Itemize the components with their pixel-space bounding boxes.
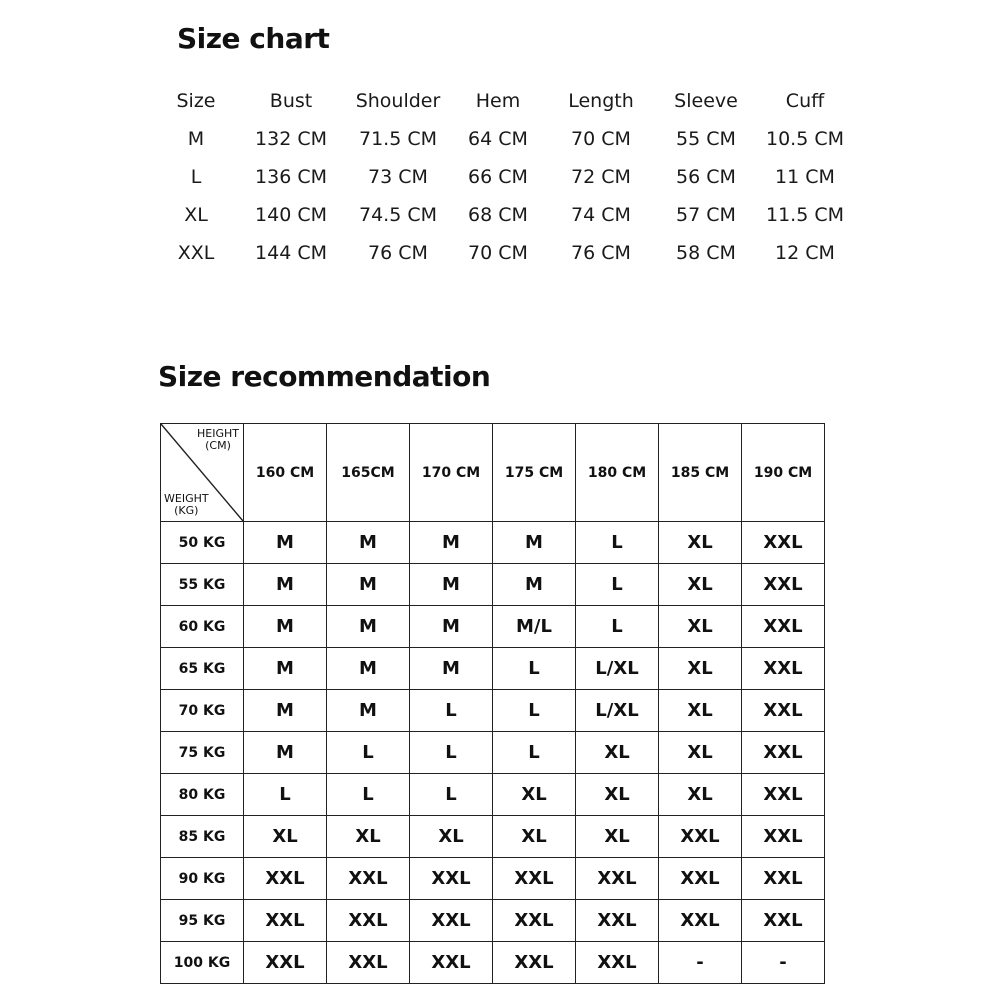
size-cell: XXL <box>244 858 327 900</box>
size-cell: XXL <box>742 690 825 732</box>
size-cell: M <box>327 690 410 732</box>
size-cell: M <box>410 522 493 564</box>
table-row <box>161 858 825 900</box>
size-cell: XL <box>244 816 327 858</box>
weight-cell: 85 KG <box>161 816 244 858</box>
weight-cell: 80 KG <box>161 774 244 816</box>
size-cell: M <box>327 606 410 648</box>
size-chart-title: Size chart <box>177 22 330 55</box>
size-cell: XXL <box>742 648 825 690</box>
size-chart-header: Sleeve <box>674 90 738 112</box>
size-cell: XXL <box>244 900 327 942</box>
size-chart-cell: 70 CM <box>468 242 528 264</box>
size-chart-cell: M <box>187 128 205 150</box>
weight-cell: 60 KG <box>161 606 244 648</box>
size-cell: XXL <box>327 858 410 900</box>
size-cell: M <box>327 648 410 690</box>
size-cell: L <box>493 648 576 690</box>
size-chart-header: Bust <box>269 90 313 112</box>
size-chart-cell: 58 CM <box>676 242 736 264</box>
size-cell: M <box>410 606 493 648</box>
size-cell: M <box>244 732 327 774</box>
table-row <box>161 522 825 564</box>
size-cell: XXL <box>742 522 825 564</box>
size-chart-cell: 11 CM <box>775 166 835 188</box>
height-label: HEIGHT <box>197 427 239 440</box>
size-cell: XL <box>659 732 742 774</box>
size-cell: XXL <box>659 858 742 900</box>
height-unit: (CM) <box>205 439 231 452</box>
height-axis-label <box>197 428 239 452</box>
size-chart-cell: 64 CM <box>468 128 528 150</box>
size-cell: XL <box>659 564 742 606</box>
size-cell: XL <box>410 816 493 858</box>
size-chart-cell: 11.5 CM <box>765 204 845 226</box>
size-cell: XXL <box>742 564 825 606</box>
size-cell: XXL <box>742 816 825 858</box>
size-cell: M <box>493 522 576 564</box>
table-row <box>161 732 825 774</box>
size-cell: XL <box>327 816 410 858</box>
weight-cell: 65 KG <box>161 648 244 690</box>
size-cell: L <box>493 732 576 774</box>
weight-cell: 50 KG <box>161 522 244 564</box>
size-cell: XXL <box>493 858 576 900</box>
size-cell: L <box>493 690 576 732</box>
size-cell: XXL <box>493 942 576 984</box>
size-chart-header: Length <box>568 90 634 112</box>
size-cell: L <box>327 732 410 774</box>
weight-cell: 95 KG <box>161 900 244 942</box>
size-chart-cell: 71.5 CM <box>358 128 438 150</box>
size-cell: XXL <box>742 858 825 900</box>
size-chart-header: Shoulder <box>355 90 441 112</box>
size-cell: L <box>576 606 659 648</box>
weight-axis-label <box>164 493 209 517</box>
size-cell: XL <box>576 774 659 816</box>
size-chart-cell: 66 CM <box>468 166 528 188</box>
size-cell: XXL <box>742 900 825 942</box>
size-recommendation-title: Size recommendation <box>158 360 491 393</box>
size-cell: M <box>327 522 410 564</box>
size-chart-cell: 76 CM <box>368 242 428 264</box>
size-cell: XXL <box>410 942 493 984</box>
height-header-cell: 180 CM <box>576 424 659 522</box>
size-chart-header: Size <box>176 90 216 112</box>
size-chart-header: Hem <box>475 90 521 112</box>
table-row <box>161 648 825 690</box>
size-cell: XXL <box>576 942 659 984</box>
size-cell: - <box>742 942 825 984</box>
size-chart-cell: 136 CM <box>255 166 327 188</box>
size-cell: M <box>410 648 493 690</box>
height-header-cell: 175 CM <box>493 424 576 522</box>
table-row <box>161 942 825 984</box>
size-cell: XXL <box>742 774 825 816</box>
weight-cell: 55 KG <box>161 564 244 606</box>
table-row <box>161 816 825 858</box>
size-cell: XL <box>576 732 659 774</box>
corner-cell <box>161 424 244 522</box>
size-cell: XXL <box>659 900 742 942</box>
size-cell: XXL <box>410 858 493 900</box>
size-cell: XL <box>659 606 742 648</box>
size-cell: L <box>244 774 327 816</box>
weight-cell: 90 KG <box>161 858 244 900</box>
size-cell: L <box>576 522 659 564</box>
height-header-cell: 170 CM <box>410 424 493 522</box>
size-cell: XL <box>659 648 742 690</box>
table-row <box>161 564 825 606</box>
size-chart-cell: 144 CM <box>255 242 327 264</box>
weight-cell: 70 KG <box>161 690 244 732</box>
weight-cell: 100 KG <box>161 942 244 984</box>
height-header-cell: 165CM <box>327 424 410 522</box>
size-cell: M <box>244 648 327 690</box>
size-chart-cell: L <box>190 166 202 188</box>
table-row <box>161 774 825 816</box>
size-cell: M <box>244 690 327 732</box>
size-cell: L <box>410 774 493 816</box>
size-cell: XXL <box>576 858 659 900</box>
size-cell: XL <box>659 522 742 564</box>
size-chart-cell: 68 CM <box>468 204 528 226</box>
size-cell: M <box>410 564 493 606</box>
size-chart-cell: 74 CM <box>571 204 631 226</box>
size-cell: XXL <box>742 732 825 774</box>
height-header-cell: 160 CM <box>244 424 327 522</box>
size-cell: L <box>410 732 493 774</box>
table-row <box>161 900 825 942</box>
size-recommendation-table <box>160 423 825 984</box>
size-cell: XXL <box>742 606 825 648</box>
table-row <box>161 690 825 732</box>
size-cell: XL <box>659 690 742 732</box>
size-chart-cell: 10.5 CM <box>765 128 845 150</box>
size-cell: M <box>244 606 327 648</box>
size-cell: XL <box>493 774 576 816</box>
size-chart-cell: 73 CM <box>368 166 428 188</box>
size-cell: M <box>244 522 327 564</box>
size-cell: L/XL <box>576 648 659 690</box>
size-chart-cell: 72 CM <box>571 166 631 188</box>
size-chart-cell: 57 CM <box>676 204 736 226</box>
size-chart-cell: 12 CM <box>775 242 835 264</box>
size-cell: XL <box>576 816 659 858</box>
size-chart-cell: 70 CM <box>571 128 631 150</box>
size-cell: XL <box>493 816 576 858</box>
size-cell: M <box>327 564 410 606</box>
height-header-cell: 190 CM <box>742 424 825 522</box>
size-chart-cell: 56 CM <box>676 166 736 188</box>
size-cell: M <box>493 564 576 606</box>
size-chart-cell: 76 CM <box>571 242 631 264</box>
weight-label: WEIGHT <box>164 492 209 505</box>
size-cell: XXL <box>327 900 410 942</box>
table-header-row <box>161 424 825 522</box>
size-cell: XXL <box>410 900 493 942</box>
size-chart-cell: 74.5 CM <box>358 204 438 226</box>
size-cell: XXL <box>576 900 659 942</box>
size-cell: - <box>659 942 742 984</box>
size-chart-cell: 132 CM <box>255 128 327 150</box>
size-chart-header: Cuff <box>785 90 825 112</box>
size-chart-cell: 140 CM <box>255 204 327 226</box>
size-chart-cell: XL <box>184 204 208 226</box>
size-chart-cell: 55 CM <box>676 128 736 150</box>
table-row <box>161 606 825 648</box>
size-cell: XXL <box>327 942 410 984</box>
size-cell: XXL <box>493 900 576 942</box>
size-chart-table <box>0 0 1000 300</box>
height-header-cell: 185 CM <box>659 424 742 522</box>
size-chart-cell: XXL <box>177 242 215 264</box>
size-cell: L <box>576 564 659 606</box>
weight-cell: 75 KG <box>161 732 244 774</box>
size-cell: L <box>410 690 493 732</box>
size-cell: XXL <box>244 942 327 984</box>
size-cell: M/L <box>493 606 576 648</box>
size-cell: L/XL <box>576 690 659 732</box>
weight-unit: (KG) <box>174 504 199 517</box>
size-cell: XXL <box>659 816 742 858</box>
size-cell: XL <box>659 774 742 816</box>
size-cell: M <box>244 564 327 606</box>
size-cell: L <box>327 774 410 816</box>
